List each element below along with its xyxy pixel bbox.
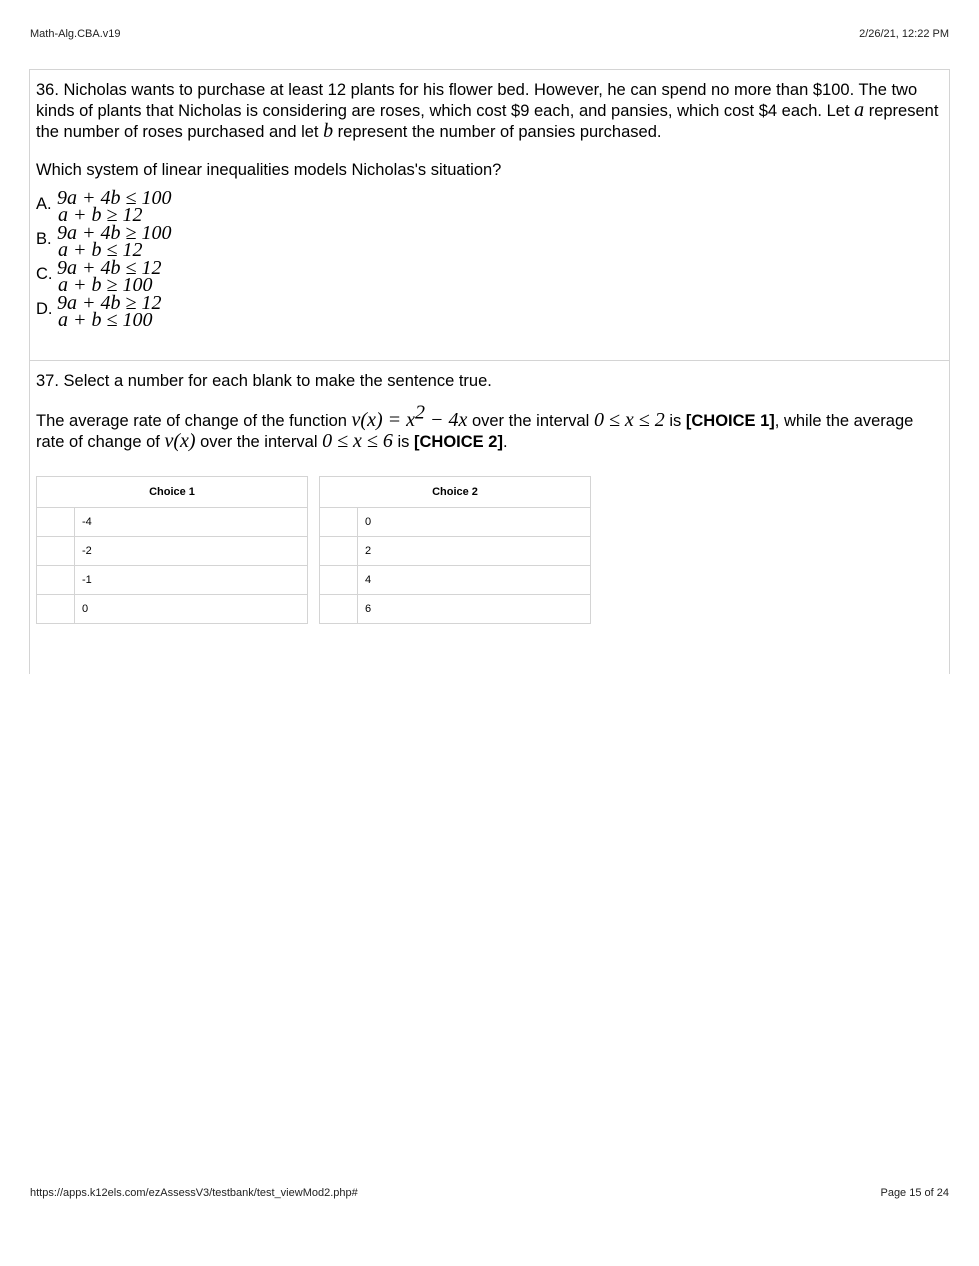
choice-1-header: Choice 1: [37, 477, 308, 508]
q37-stem: The average rate of change of the function $v(x) = x^2 - 4x$ over the interval 0 ≤ x ≤ 2 is [CHOICE 1], while the average rate of change of v(x) over the interval 0 ≤ x ≤ 6 is [CHOICE 2].: [36, 401, 914, 452]
table-row[interactable]: [37, 566, 308, 595]
table-row[interactable]: [320, 537, 591, 566]
q37-instruction: 37. Select a number for each blank to make the sentence true.: [36, 372, 492, 390]
option-inequality-1: 9a + 4b ≤ 12: [57, 257, 162, 279]
choice-value: 6: [358, 595, 591, 624]
header-datetime: 2/26/21, 12:22 PM: [859, 28, 949, 40]
vx-expression: v(x): [164, 430, 196, 452]
option-inequality-1: 9a + 4b ≥ 100: [57, 222, 172, 244]
option-letter: C.: [36, 265, 53, 283]
option-letter: B.: [36, 230, 52, 248]
table-row[interactable]: [37, 537, 308, 566]
option-letter: D.: [36, 300, 53, 318]
option-letter: A.: [36, 195, 52, 213]
table-row[interactable]: [320, 595, 591, 624]
table-row[interactable]: [320, 566, 591, 595]
choice-1-tag: [CHOICE 1]: [685, 412, 775, 430]
select-cell[interactable]: [37, 508, 75, 537]
option-inequality-2: a + b ≤ 12: [58, 239, 143, 261]
select-cell[interactable]: [37, 595, 75, 624]
select-cell[interactable]: [320, 595, 358, 624]
footer-page-number: Page 15 of 24: [880, 1187, 949, 1199]
choice-value: 4: [358, 566, 591, 595]
var-a: a: [854, 99, 865, 121]
choice-value: -2: [75, 537, 308, 566]
select-cell[interactable]: [320, 537, 358, 566]
choice-2-tag: [CHOICE 2]: [414, 433, 503, 451]
function-expression: $v(x) = x^2 - 4x$: [351, 401, 468, 431]
option-inequality-2: a + b ≥ 100: [58, 274, 153, 296]
choice-value: 0: [75, 595, 308, 624]
table-row[interactable]: [37, 508, 308, 537]
question-37: [30, 361, 949, 674]
option-inequality-1: 9a + 4b ≥ 12: [57, 292, 162, 314]
choice-value: -4: [75, 508, 308, 537]
select-cell[interactable]: [320, 508, 358, 537]
q36-stem: 36. Nicholas wants to purchase at least 12 plants for his flower bed. However, he can spend no more than $100. The two kinds of plants that Nicholas is considering are roses, which cost $9 each, and pansies, which cost $4 each. Let a represent the number of roses purchased and let b represent the number of pansies purchased.: [36, 81, 939, 142]
option-inequality-2: a + b ≥ 12: [58, 204, 143, 226]
table-row[interactable]: [37, 595, 308, 624]
choice-value: -1: [75, 566, 308, 595]
question-frame: [29, 69, 950, 674]
header-doc-id: Math-Alg.CBA.v19: [30, 28, 121, 40]
choice-2-table: [319, 476, 591, 624]
choice-value: 2: [358, 537, 591, 566]
option-inequality-1: 9a + 4b ≤ 100: [57, 187, 172, 209]
select-cell[interactable]: [37, 537, 75, 566]
table-row[interactable]: [320, 508, 591, 537]
choice-value: 0: [358, 508, 591, 537]
choice-1-table: [36, 476, 308, 624]
footer-url: https://apps.k12els.com/ezAssessV3/testbank/test_viewMod2.php#: [30, 1187, 358, 1199]
var-b: b: [323, 120, 334, 142]
select-cell[interactable]: [320, 566, 358, 595]
choice-2-header: Choice 2: [320, 477, 591, 508]
option-inequality-2: a + b ≤ 100: [58, 309, 153, 331]
interval-1: 0 ≤ x ≤ 2: [593, 409, 665, 431]
question-36: [30, 70, 949, 361]
select-cell[interactable]: [37, 566, 75, 595]
q36-question: Which system of linear inequalities models Nicholas's situation?: [36, 161, 502, 179]
interval-2: 0 ≤ x ≤ 6: [322, 430, 393, 452]
